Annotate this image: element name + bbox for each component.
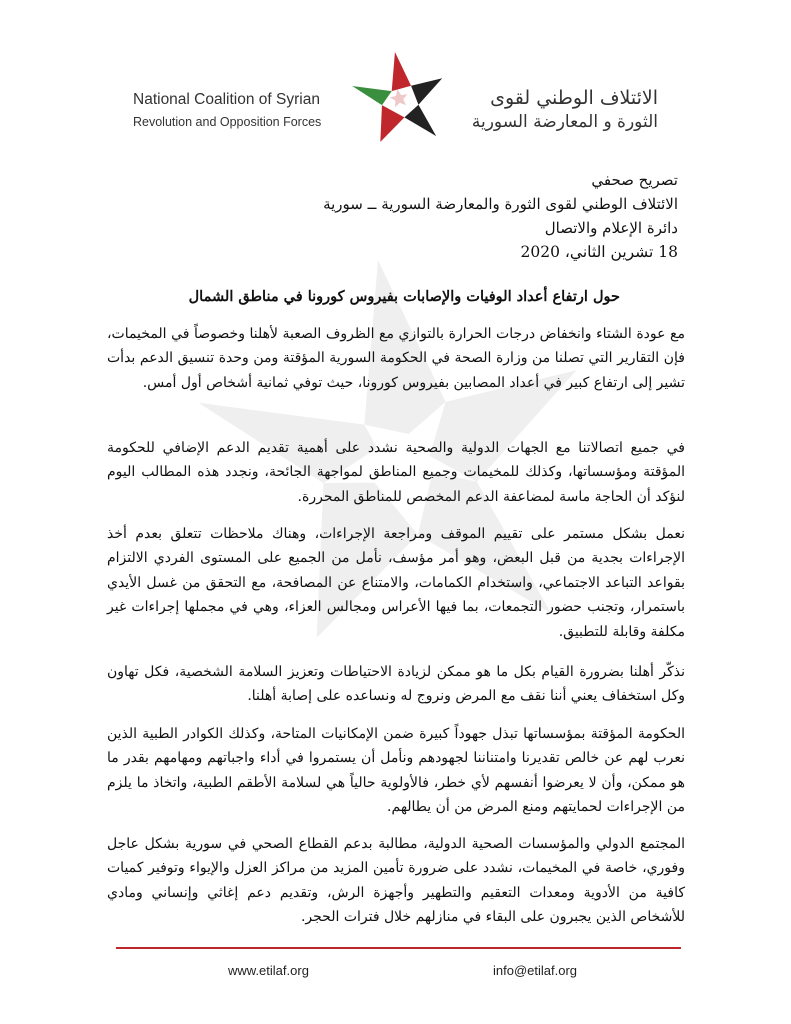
memo-organization: الائتلاف الوطني لقوى الثورة والمعارضة السورية ــ سورية [323, 195, 678, 213]
letterhead [0, 0, 791, 150]
body-paragraph: نذكّر أهلنا بضرورة القيام بكل ما هو ممكن لزيادة الاحتياطات وتعزيز السلامة الشخصية، فكل تهاون وكل استخفاف يعني أننا نقف مع المرض ونروج له ونساعده على إصابة أهلنا. [107, 664, 685, 705]
org-name-ar-line1: الائتلاف الوطني لقوى [490, 87, 658, 109]
org-name-en-line1: National Coalition of Syrian [133, 91, 320, 108]
footer-divider [116, 947, 681, 949]
org-name-english [133, 90, 363, 132]
org-name-en-line2: Revolution and Opposition Forces [133, 115, 322, 129]
body-paragraph: نعمل بشكل مستمر على تقييم الموقف ومراجعة الإجراءات، وهناك ملاحظات تتعلق بعدم أخذ الإجراءات بجدية من قبل البعض، وهو أمر مؤسف، نأمل من الجميع على المستوى الفردي الالتزام بقواعد التباعد الاجتماعي، واستخدام الكمامات، والامتناع عن المصافحة، مع التحقق من غسل الأيدي باستمرار، وتجنب حضور التجمعات، بما فيها الأعراس ومجالس العزاء، وهي في مجملها إجراءات غير مكلفة وقابلة للتطبيق. [107, 526, 685, 640]
memo-block [238, 168, 678, 264]
org-name-arabic [448, 86, 658, 134]
memo-department: دائرة الإعلام والاتصال [544, 219, 678, 237]
body-paragraph: الحكومة المؤقتة بمؤسساتها تبذل جهوداً كبيرة ضمن الإمكانيات المتاحة، وكذلك الكوادر الطبية الذين نعرب لهم عن خالص تقديرنا وامتناننا لجهودهم ونأمل أن يستمروا في أداء واجباتهم ومهامهم بقدر ما هو ممكن، وأن لا يعرضوا أنفسهم لأي خطر، فالأولوية حالياً هي لسلامة الأطقم الطبية، واتخاذ ما يلزم من الإجراءات لحمايتهم ومنع المرض من أن يطالهم. [107, 726, 685, 816]
body-paragraph: مع عودة الشتاء وانخفاض درجات الحرارة بالتوازي مع الظروف الصعبة لأهلنا وخصوصاً في المخيمات، فإن التقارير التي تصلنا من وزارة الصحة في الحكومة السورية المؤقتة ومن وحدة تنسيق الدعم بدأت تشير إلى ارتفاع كبير في أعداد المصابين بفيروس كورونا، حيث توفي ثمانية أشخاص أول أمس. [107, 326, 685, 391]
email-link[interactable]: info@etilaf.org [493, 963, 578, 978]
body-paragraph: في جميع اتصالاتنا مع الجهات الدولية والصحية نشدد على أهمية تقديم الدعم الإضافي للحكومة المؤقتة ومؤسساتها، وكذلك للمخيمات وجميع المناطق لمواجهة الجائحة، ونجدد هذه المطالب اليوم لنؤكد أن الحاجة ماسة لمضاعفة الدعم المخصص للمناطق المحررة. [107, 440, 685, 505]
memo-doc-type: تصريح صحفي [591, 171, 678, 189]
org-name-ar-line2: الثورة و المعارضة السورية [471, 112, 658, 132]
website-link[interactable]: www.etilaf.org [228, 963, 309, 978]
statement-title: حول ارتفاع أعداد الوفيات والإصابات بفيروس كورونا في مناطق الشمال [188, 288, 620, 305]
body-paragraph: المجتمع الدولي والمؤسسات الصحية الدولية، مطالبة بدعم القطاع الصحي في سورية بشكل عاجل وفوري، خاصة في المخيمات، نشدد على ضرورة تأمين المزيد من مراكز العزل والإيواء وتوفير كميات كافية من الأدوية ومعدات التعقيم والتطهير وأجهزة الرش، وتقديم دعم إغاثي وإنساني ومادي للأشخاص الذين يجبرون على البقاء في منازلهم خلال فترات الحجر. [107, 836, 685, 926]
coalition-star-logo [349, 44, 449, 144]
memo-date: 18 تشرين الثاني، 2020 [520, 243, 678, 261]
